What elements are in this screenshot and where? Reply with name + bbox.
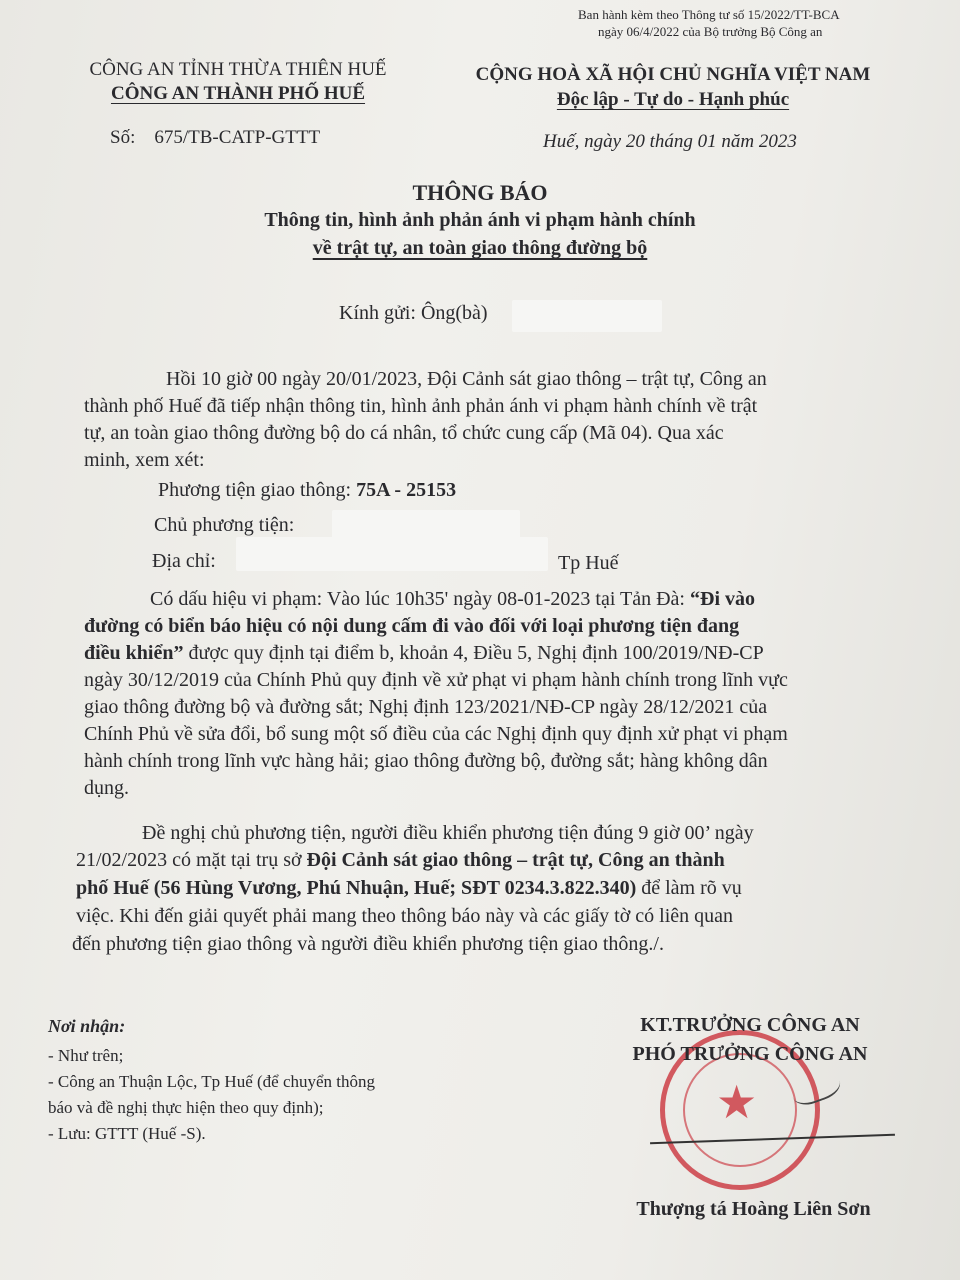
redacted-address: [236, 537, 548, 571]
signer-role-2: PHÓ TRƯỞNG CÔNG AN: [632, 1043, 868, 1065]
motto-text: Độc lập - Tự do - Hạnh phúc: [556, 89, 790, 110]
violation-line5: giao thông đường bộ và đường sắt; Nghị định 123/2021/NĐ-CP ngày 28/12/2021 của: [84, 696, 768, 718]
top-reference-line1: Ban hành kèm theo Thông tư số 15/2022/TT-BCA: [578, 7, 840, 22]
doc-title: THÔNG BÁO: [412, 180, 548, 205]
doc-subtitle-2-text: về trật tự, an toàn giao thông đường bộ: [312, 237, 648, 259]
address-label: Địa chỉ:: [152, 550, 216, 572]
request-office-address: phố Huế (56 Hùng Vương, Phú Nhuận, Huế; SĐT 0234.3.822.340): [76, 877, 637, 899]
owner-label: Chủ phương tiện:: [154, 514, 295, 536]
motto: [438, 88, 908, 112]
recipient-label: Kính gửi: Ông(bà): [339, 302, 488, 324]
violation-line1: [150, 586, 755, 613]
nation-name: CỘNG HOÀ XÃ HỘI CHỦ NGHĨA VIỆT NAM: [475, 64, 871, 85]
para1-line1: Hồi 10 giờ 00 ngày 20/01/2023, Đội Cảnh sát giao thông – trật tự, Công an: [166, 368, 767, 390]
plate-label: Phương tiện giao thông:: [158, 479, 352, 501]
redacted-owner: [332, 510, 520, 540]
request-office: Đội Cảnh sát giao thông – trật tự, Công an thành: [306, 849, 725, 871]
issue-date: Huế, ngày 20 tháng 01 năm 2023: [543, 131, 797, 152]
violation-line8: dụng.: [84, 777, 129, 799]
vehicle-plate: [158, 477, 456, 504]
violation-quote-end: điều khiển”: [84, 642, 184, 664]
address-city: Tp Huế: [558, 552, 619, 574]
violation-quote-start: “Đi vào: [690, 588, 755, 610]
request-line5: đến phương tiện giao thông và người điều khiển phương tiện giao thông./.: [72, 933, 664, 955]
agency-name: CÔNG AN TỈNH THỪA THIÊN HUẾ: [89, 59, 387, 80]
violation-line2: đường có biển báo hiệu có nội dung cấm đi vào đối với loại phương tiện đang: [84, 615, 740, 637]
para1-line3: tự, an toàn giao thông đường bộ do cá nhân, tổ chức cung cấp (Mã 04). Qua xác: [84, 422, 724, 444]
recipients-item-3: - Lưu: GTTT (Huế -S).: [48, 1124, 206, 1143]
request-line3: [76, 875, 742, 902]
violation-line3: [84, 640, 764, 667]
document-number: [110, 127, 320, 149]
unit-name-text: CÔNG AN THÀNH PHỐ HUẾ: [110, 83, 366, 104]
request-line2: [76, 847, 725, 874]
unit-name: [38, 82, 438, 106]
violation-line4: ngày 30/12/2019 của Chính Phủ quy định về xử phạt vi phạm hành chính trong lĩnh vực: [84, 669, 788, 691]
para1-line2: thành phố Huế đã tiếp nhận thông tin, hình ảnh phản ánh vi phạm hành chính về trật: [84, 395, 758, 417]
request-date: 21/02/2023 có mặt tại trụ sở: [76, 849, 307, 871]
number-value: 675/TB-CATP-GTTT: [154, 127, 321, 148]
violation-legal-basis: được quy định tại điểm b, khoản 4, Điều 5, Nghị định 100/2019/NĐ-CP: [183, 642, 764, 664]
recipients-item-2a: - Công an Thuận Lộc, Tp Huế (để chuyển thông: [48, 1072, 376, 1091]
violation-intro: Có dấu hiệu vi phạm: Vào lúc 10h35' ngày 08-01-2023 tại Tản Đà:: [150, 588, 690, 610]
recipients-heading: Nơi nhận:: [48, 1016, 126, 1036]
redacted-recipient: [512, 300, 662, 332]
recipients-item-1: - Như trên;: [48, 1046, 124, 1065]
signer-name: Thượng tá Hoàng Liên Sơn: [636, 1198, 871, 1220]
seal-star-icon: ★: [716, 1077, 758, 1128]
request-line1: Đề nghị chủ phương tiện, người điều khiển phương tiện đúng 9 giờ 00’ ngày: [142, 822, 754, 844]
doc-subtitle-2: [0, 237, 960, 260]
request-purpose: để làm rõ vụ: [636, 877, 742, 899]
plate-number: 75A - 25153: [356, 479, 457, 501]
recipients-item-2b: báo và đề nghị thực hiện theo quy định);: [48, 1098, 324, 1117]
para1-line4: minh, xem xét:: [84, 449, 205, 471]
top-reference-line2: ngày 06/4/2022 của Bộ trưởng Bộ Công an: [598, 24, 823, 39]
number-label: Số:: [110, 127, 136, 148]
doc-subtitle-1: Thông tin, hình ảnh phản ánh vi phạm hành chính: [264, 209, 696, 231]
request-line4: việc. Khi đến giải quyết phải mang theo thông báo này và các giấy tờ có liên quan: [76, 905, 734, 927]
violation-line6: Chính Phủ về sửa đổi, bổ sung một số điều của các Nghị định quy định xử phạt vi phạm: [84, 723, 788, 745]
violation-line7: hành chính trong lĩnh vực hàng hải; giao thông đường bộ, đường sắt; hàng không dân: [84, 750, 768, 772]
signer-role-1: KT.TRƯỞNG CÔNG AN: [640, 1014, 860, 1036]
